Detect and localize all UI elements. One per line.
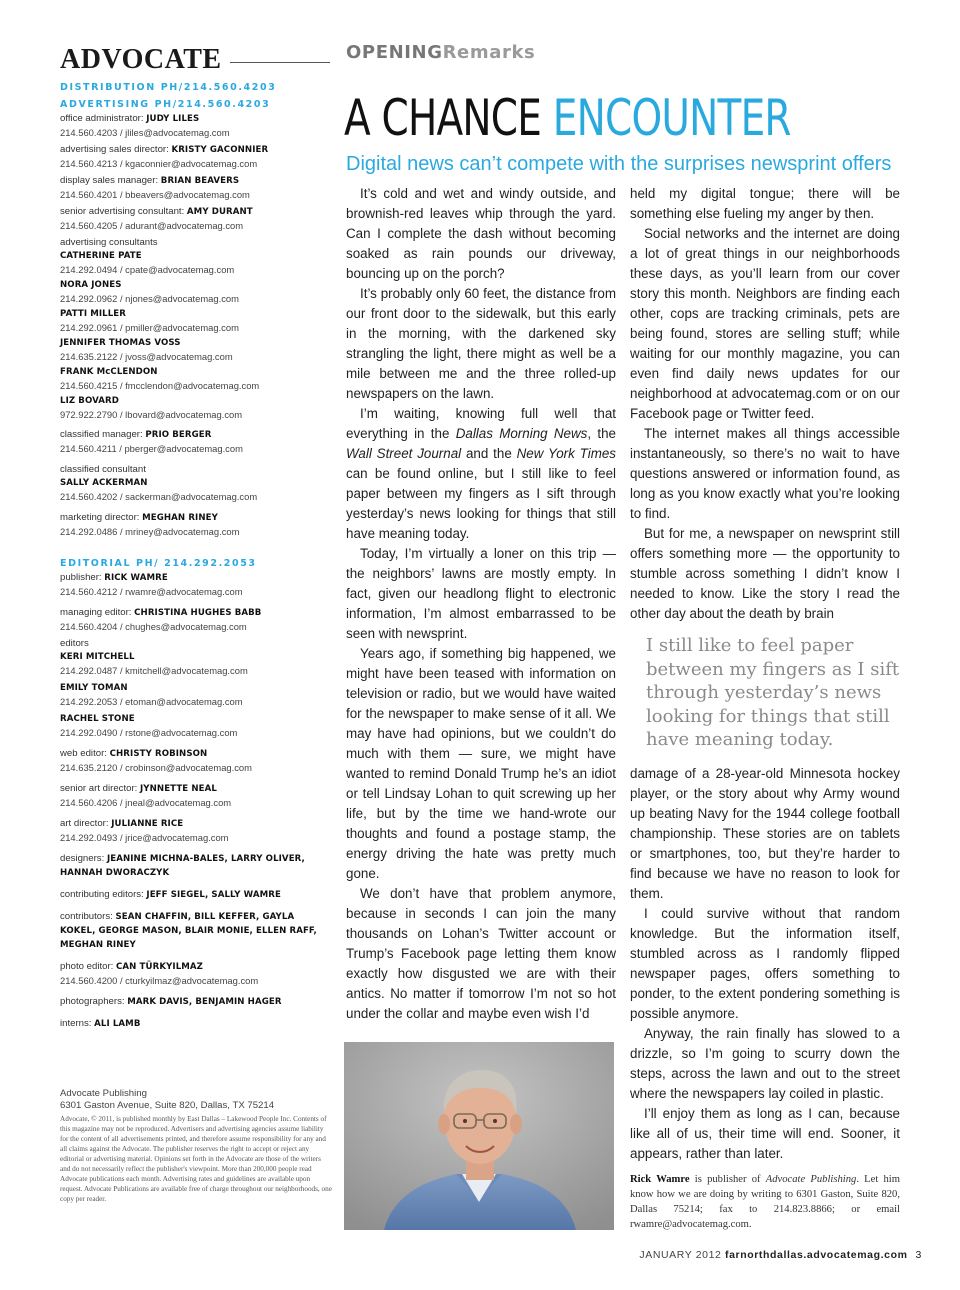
staff-entry: marketing director: MEGHAN RINEY 214.292.0486 / mriney@advocatemag.com: [60, 511, 330, 538]
advocate-logo: ADVOCATE: [60, 44, 222, 75]
pull-quote: I still like to feel paper between my fingers as I sift through yesterday’s news looking for things that still have meaning today.: [646, 635, 900, 750]
staff-name: JENNIFER THOMAS VOSS: [60, 338, 181, 348]
author-bio: Rick Wamre is publisher of Advocate Publishing. Let him know how we are doing by writing to 6301 Gaston, Suite 820, Dallas 75214; fax to 214.823.8866; or email rwamre@advocatemag.com.: [630, 1174, 900, 1230]
headline: A CHANCE ENCOUNTER: [344, 89, 791, 147]
staff-entry: art director: JULIANNE RICE 214.292.0493 / jrice@advocatemag.com: [60, 817, 330, 844]
staff-name: EMILY TOMAN: [60, 683, 128, 693]
staff-contact: 214.560.4202 / sackerman@advocatemag.com: [60, 491, 258, 502]
publisher-info: [60, 1088, 332, 1204]
staff-name: MEGHAN RINEY: [142, 513, 218, 523]
staff-name: SEAN CHAFFIN, BILL KEFFER, GAYLA KOKEL, GEORGE MASON, BLAIR MONIE, ELLEN RAFF, MEGHAN RINEY: [60, 912, 317, 950]
consultants-group: advertising consultants: [60, 237, 158, 248]
staff-entry: [60, 712, 330, 739]
editors-group: editors: [60, 638, 89, 649]
staff-contact: 214.560.4215 / fmcclendon@advocatemag.com: [60, 380, 260, 391]
staff-contact: 214.560.4203 / jliles@advocatemag.com: [60, 127, 230, 138]
author-name: Rick Wamre: [630, 1174, 690, 1185]
staff-entry: publisher: RICK WAMRE 214.560.4212 / rwamre@advocatemag.com: [60, 571, 330, 598]
staff-contact: 214.560.4201 / bbeavers@advocatemag.com: [60, 189, 250, 200]
paragraph: I’ll enjoy them as long as I can, because like all of us, their time will end. Sooner, it appears, rather than later.: [630, 1106, 900, 1161]
staff-name: LIZ BOVARD: [60, 396, 119, 406]
distribution-heading: DISTRIBUTION PH/214.560.4203: [60, 82, 277, 93]
staff-name: SALLY ACKERMAN: [60, 478, 148, 488]
staff-entry: [60, 365, 330, 392]
staff-name: PATTI MILLER: [60, 309, 126, 319]
staff-contact: 214.560.4204 / chughes@advocatemag.com: [60, 621, 247, 632]
staff-name: CHRISTY ROBINSON: [109, 749, 208, 759]
staff-entry: web editor: CHRISTY ROBINSON 214.635.2120 / crobinson@advocatemag.com: [60, 747, 330, 774]
website: farnorthdallas.advocatemag.com: [724, 1249, 908, 1261]
staff-contact: 214.292.0487 / kmitchell@advocatemag.com: [60, 665, 248, 676]
paragraph: damage of a 28-year-old Minnesota hockey player, or the story about why Army wound up beating Navy for the 1944 college football championship. These stories are on tablets or smartphones, too, but they’re harder to find because we have no reason to look for them.: [630, 766, 900, 901]
staff-entry: [60, 307, 330, 334]
article-column-2-bottom: [630, 764, 900, 1174]
staff-entry: photographers: MARK DAVIS, BENJAMIN HAGER: [60, 996, 282, 1007]
staff-contact: 214.635.2120 / crobinson@advocatemag.com: [60, 762, 252, 773]
staff-name: FRANK McCLENDON: [60, 367, 158, 377]
staff-contact: 214.560.4213 / kgaconnier@advocatemag.com: [60, 158, 258, 169]
paragraph: held my digital tongue; there will be something else fueling my anger by then.: [630, 186, 900, 221]
paragraph: I’m waiting, knowing full well that everything in the Dallas Morning News, the Wall Street Journal and the New York Times can be found online, but I still like to feel paper between my fingers as I sift through yesterday’s news looking for things that still have meaning today.: [346, 406, 616, 541]
staff-entry: [60, 394, 330, 421]
staff-contact: 214.560.4200 / cturkyilmaz@advocatemag.com: [60, 975, 259, 986]
staff-entry: contributing editors: JEFF SIEGEL, SALLY WAMRE: [60, 889, 281, 900]
staff-entry: classified manager: PRIO BERGER 214.560.4211 / pberger@advocatemag.com: [60, 428, 330, 455]
paragraph: It’s cold and wet and windy outside, and brownish-red leaves whip through the yard. Can I complete the dash without becoming soaked as rain pounds our driveway, bouncing up on the porch?: [346, 186, 616, 281]
staff-name: CATHERINE PATE: [60, 251, 142, 261]
staff-entry: photo editor: CAN TÜRKYILMAZ 214.560.4200 / cturkyilmaz@advocatemag.com: [60, 960, 330, 987]
staff-entry: [60, 249, 330, 276]
publisher-name: Advocate Publishing: [60, 1088, 147, 1099]
staff-contact: 214.560.4205 / adurant@advocatemag.com: [60, 220, 244, 231]
staff-contact: 972.922.2790 / lbovard@advocatemag.com: [60, 409, 243, 420]
article-column-2-top: [630, 184, 900, 624]
staff-entry: interns: ALI LAMB: [60, 1018, 141, 1029]
staff-name: JEFF SIEGEL, SALLY WAMRE: [146, 890, 281, 900]
staff-entry: contributors: SEAN CHAFFIN, BILL KEFFER, GAYLA KOKEL, GEORGE MASON, BLAIR MONIE, ELLEN RAFF, MEGHAN RINEY: [60, 911, 317, 950]
section-kicker: OPENINGRemarks: [346, 42, 536, 63]
staff-name: CHRISTINA HUGHES BABB: [134, 608, 262, 618]
staff-entry: managing editor: CHRISTINA HUGHES BABB 214.560.4204 / chughes@advocatemag.com: [60, 606, 330, 633]
paragraph: I could survive without that random knowledge. But the information itself, stumbled across as I randomly flipped newspaper pages, offers something to ponder, to the extent pondering something is possible anymore.: [630, 906, 900, 1021]
staff-contact: 214.560.4212 / rwamre@advocatemag.com: [60, 586, 243, 597]
staff-contact: 214.292.2053 / etoman@advocatemag.com: [60, 696, 243, 707]
staff-contact: 214.560.4211 / pberger@advocatemag.com: [60, 443, 243, 454]
portrait-illustration: [344, 1042, 614, 1230]
staff-entry: senior art director: JYNNETTE NEAL 214.560.4206 / jneal@advocatemag.com: [60, 782, 330, 809]
staff-contact: 214.292.0486 / mriney@advocatemag.com: [60, 526, 240, 537]
staff-contact: 214.292.0962 / njones@advocatemag.com: [60, 293, 239, 304]
issue-date: JANUARY 2012: [639, 1249, 725, 1261]
staff-entry: [60, 681, 330, 708]
staff-name: CAN TÜRKYILMAZ: [116, 962, 204, 972]
staff-entry: office administrator: JUDY LILES 214.560.4203 / jliles@advocatemag.com: [60, 112, 330, 139]
staff-entry: [60, 650, 330, 677]
staff-name: JULIANNE RICE: [111, 819, 184, 829]
staff-entry: [60, 278, 330, 305]
staff-name: ALI LAMB: [94, 1019, 141, 1029]
staff-name: RICK WAMRE: [104, 573, 168, 583]
legal-notice: Advocate, © 2011, is published monthly by East Dallas – Lakewood People Inc. Contents of this magazine may not be reproduced. Advertisers and advertising agencies assume liability for the content of all advertisements printed, and therefore assume responsibility for any and all claims against the Advocate. The publisher reserves the right to accept or reject any editorial or advertising material. Opinions set forth in the Advocate are those of the writers and do not necessarily reflect the publisher's viewpoint. More than 200,000 people read Advocate publications each month. Advertising rates and guidelines are available upon request. Advocate Publications are available free of charge throughout our neighborhoods, one copy per reader.: [60, 1115, 332, 1203]
staff-contact: 214.635.2122 / jvoss@advocatemag.com: [60, 351, 233, 362]
paragraph: Anyway, the rain finally has slowed to a drizzle, so I’m going to scurry down the steps, across the lawn and out to the street where the newspapers lay coiled in plastic.: [630, 1026, 900, 1101]
logo-rule: [230, 62, 330, 63]
publisher-address: 6301 Gaston Avenue, Suite 820, Dallas, TX 75214: [60, 1100, 275, 1111]
editorial-heading: EDITORIAL PH/ 214.292.2053: [60, 558, 257, 569]
staff-name: JYNNETTE NEAL: [139, 784, 217, 794]
paragraph: Today, I’m virtually a loner on this trip — the neighbors’ lawns are mostly empty. In fact, given our headlong flight to electronic information, I’m almost embarrassed to be seen with newsprint.: [346, 546, 616, 641]
staff-contact: 214.292.0493 / jrice@advocatemag.com: [60, 832, 229, 843]
paragraph: Years ago, if something big happened, we might have been teased with information on television or radio, but we would have waited for the newspaper to make sense of it all. We may have had opinions, but we couldn’t do much with them — sure, we might have wanted to remind Donald Trump he’s an idiot or tell Lindsay Lohan to quit screwing up her life, but by the time we hand-wrote our thoughts and found a postage stamp, the energy driving the hate was pretty much gone.: [346, 646, 616, 881]
page-number: 3: [915, 1249, 922, 1261]
staff-entry: advertising sales director: KRISTY GACONNIER 214.560.4213 / kgaconnier@advocatemag.com: [60, 143, 330, 170]
staff-name: RACHEL STONE: [60, 714, 135, 724]
staff-contact: 214.292.0490 / rstone@advocatemag.com: [60, 727, 238, 738]
staff-entry: classified consultant SALLY ACKERMAN 214.560.4202 / sackerman@advocatemag.com: [60, 463, 330, 503]
paragraph: We don’t have that problem anymore, because in seconds I can join the many thousands on Lohan’s Twitter account or Trump’s Facebook page letting them know exactly how disgusted we are with their antics. No matter if tomorrow I’m not so hot under the collar and maybe even wish I’d: [346, 886, 616, 1021]
staff-contact: 214.560.4206 / jneal@advocatemag.com: [60, 797, 232, 808]
article-column-1: [346, 184, 616, 1024]
staff-name: KERI MITCHELL: [60, 652, 135, 662]
staff-entry: display sales manager: BRIAN BEAVERS 214.560.4201 / bbeavers@advocatemag.com: [60, 174, 330, 201]
staff-name: NORA JONES: [60, 280, 122, 290]
staff-entry: designers: JEANINE MICHNA-BALES, LARRY OLIVER, HANNAH DWORACZYK: [60, 853, 305, 878]
staff-contact: 214.292.0494 / cpate@advocatemag.com: [60, 264, 235, 275]
paragraph: But for me, a newspaper on newsprint still offers something more — the opportunity to stumble across something I didn’t know I needed to know. Like the story I read the other day about the death by brain: [630, 526, 900, 621]
staff-entry: senior advertising consultant: AMY DURANT 214.560.4205 / adurant@advocatemag.com: [60, 205, 330, 232]
staff-name: BRIAN BEAVERS: [160, 176, 240, 186]
page-footer: [639, 1249, 922, 1261]
deck: Digital news can’t compete with the surprises newsprint offers: [346, 153, 892, 175]
logo-row: [60, 44, 330, 76]
staff-name: JUDY LILES: [146, 114, 200, 124]
staff-name: MARK DAVIS, BENJAMIN HAGER: [127, 997, 282, 1007]
paragraph: It’s probably only 60 feet, the distance from our front door to the sidewalk, but this early in the morning, with the darkened sky strangling the light, there might as well be a mile between me and the three rolled-up newspapers on the lawn.: [346, 286, 616, 401]
staff-name: JEANINE MICHNA-BALES, LARRY OLIVER, HANNAH DWORACZYK: [60, 854, 305, 878]
paragraph: Social networks and the internet are doing a lot of great things in our neighborhoods these days, as you’ll learn from our cover story this month. Neighbors are finding each other, cops are tracking criminals, pets are being found, stores are selling stuff; while waiting for our monthly magazine, you can even find daily news updates for our neighborhood at advocatemag.com or on our Facebook page or Twitter feed.: [630, 226, 900, 421]
staff-name: PRIO BERGER: [145, 430, 212, 440]
masthead: [60, 44, 330, 1035]
staff-name: AMY DURANT: [186, 207, 253, 217]
author-photo: [344, 1042, 614, 1230]
staff-entry: [60, 336, 330, 363]
staff-contact: 214.292.0961 / pmiller@advocatemag.com: [60, 322, 239, 333]
advertising-heading: ADVERTISING PH/214.560.4203: [60, 99, 271, 110]
paragraph: The internet makes all things accessible instantaneously, so there’s no wait to have questions answered or information found, as long as you know exactly what you’re looking to find.: [630, 426, 900, 521]
staff-name: KRISTY GACONNIER: [171, 145, 269, 155]
